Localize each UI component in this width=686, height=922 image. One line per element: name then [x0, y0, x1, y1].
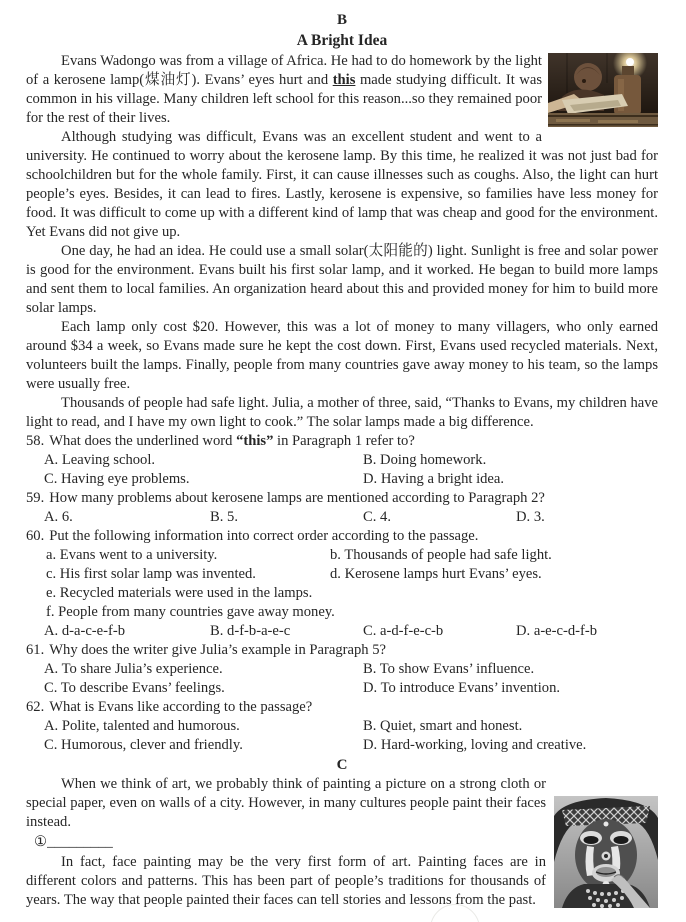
paragraph-c1: When we think of art, we probably think of painting a picture on a strong cloth or special paper, even on walls of a city. However, in many cultures people paint their faces instead.	[26, 776, 546, 830]
question-60-items-ab	[46, 546, 658, 565]
question-60-items-cd	[46, 565, 658, 584]
question-60-number: 60.	[26, 528, 45, 544]
paragraph-b2: Although studying was difficult, Evans was an excellent student and went to a university. He continued to worry about the kerosene lamp. By this time, he realized it was not just bad for schoolchildren but for the whole family. First, it can cause illnesses such as coughs. Also, the light can hurt people’s eyes. Besides, it can lead to fires. Lastly, kerosene is expensive, so families have less money for food. It was difficult to come up with a different kind of lamp that was cheap and good for the environment. Yet Evans did not give up.	[26, 129, 658, 240]
paragraph-b4: Each lamp only cost $20. However, this was a lot of money to many villagers, who only earned around $34 a week, so Evans made sure he kept the cost down. First, Evans used recycled materials. Next, volunteers built the lamps. Finally, people from many countries gave away money to his team, so the lamps were usually free.	[26, 319, 658, 392]
question-59	[26, 489, 658, 508]
question-62	[26, 698, 658, 717]
paragraph-b1-pre: Evans Wadongo was from a village of Africa. He had to do homework by the light of a kerosene lamp(煤油灯). Evans’ eyes hurt and	[26, 53, 542, 88]
question-62-text: What is Evans like according to the passage?	[49, 699, 313, 715]
face-paint-photo	[554, 796, 658, 908]
question-58-emph: “this”	[236, 433, 274, 449]
order-item-e: e. Recycled materials were used in the lamps.	[46, 585, 313, 601]
question-59-text: How many problems about kerosene lamps are mentioned according to Paragraph 2?	[49, 490, 545, 506]
question-60	[26, 527, 658, 546]
option-61-c: C. To describe Evans’ feelings.	[44, 680, 225, 696]
option-58-a: A. Leaving school.	[44, 452, 156, 468]
question-61-options	[44, 660, 658, 698]
question-58-number: 58.	[26, 433, 45, 449]
option-61-d: D. To introduce Evans’ invention.	[363, 680, 561, 696]
question-60-text: Put the following information into correct order according to the passage.	[49, 528, 479, 544]
option-59-b: B. 5.	[210, 509, 238, 525]
study-lamp-photo	[548, 53, 658, 127]
paragraph-b5: Thousands of people had safe light. Julia, a mother of three, said, “Thanks to Evans, my children have light to read, and I have my own light to cook.” The solar lamps made a big difference.	[26, 395, 658, 430]
option-59-c: C. 4.	[363, 509, 391, 525]
question-60-options	[44, 622, 658, 641]
question-61-text: Why does the writer give Julia’s example in Paragraph 5?	[49, 642, 387, 658]
question-61-number: 61.	[26, 642, 45, 658]
paragraph-c2: In fact, face painting may be the very first form of art. Painting faces are in different colors and patterns. This has been part of people’s traditions for thousands of years. The way that people painted their faces can tell stories and lessons from the past.	[26, 854, 546, 908]
question-62-number: 62.	[26, 699, 45, 715]
section-b-heading: B	[336, 12, 347, 28]
option-60-d: D. a-e-c-d-f-b	[516, 623, 598, 639]
option-62-b: B. Quiet, smart and honest.	[363, 718, 523, 734]
option-61-a: A. To share Julia’s experience.	[44, 661, 223, 677]
study-lamp-photo-art	[548, 53, 658, 127]
order-item-f: f. People from many countries gave away money.	[46, 604, 335, 620]
option-59-d: D. 3.	[516, 509, 545, 525]
passage-b-title: A Bright Idea	[296, 32, 388, 49]
blank-rule: _________	[47, 834, 113, 850]
question-59-number: 59.	[26, 490, 45, 506]
question-59-options	[44, 508, 658, 527]
order-item-b: b. Thousands of people had safe light.	[330, 547, 552, 563]
option-60-a: A. d-a-c-e-f-b	[44, 623, 126, 639]
option-62-c: C. Humorous, clever and friendly.	[44, 737, 243, 753]
option-58-b: B. Doing homework.	[363, 452, 487, 468]
paragraph-b1-post: made studying difficult. It was common in his village. Many children left school for this reason...so they remained poor for the rest of their lives.	[26, 72, 542, 126]
option-61-b: B. To show Evans’ influence.	[363, 661, 535, 677]
underlined-word-this: this	[332, 72, 356, 88]
question-58-options	[44, 451, 658, 489]
face-paint-photo-art	[554, 796, 658, 908]
option-58-d: D. Having a bright idea.	[363, 471, 505, 487]
option-62-d: D. Hard-working, loving and creative.	[363, 737, 587, 753]
section-c-heading: C	[336, 757, 348, 773]
option-60-b: B. d-f-b-a-e-c	[210, 623, 291, 639]
question-61	[26, 641, 658, 660]
option-59-a: A. 6.	[44, 509, 73, 525]
order-item-c: c. His first solar lamp was invented.	[46, 566, 256, 582]
question-58-text-post: in Paragraph 1 refer to?	[273, 433, 415, 449]
option-62-a: A. Polite, talented and humorous.	[44, 718, 240, 734]
option-60-c: C. a-d-f-e-c-b	[363, 623, 444, 639]
paragraph-b3: One day, he had an idea. He could use a small solar(太阳能的) light. Sunlight is free and solar power is good for the environment. Evans built his first solar lamp, and it worked. He began to build more lamps and sent them to local families. An organization heard about this and provided money for him to build more solar lamps.	[26, 243, 658, 316]
order-item-a: a. Evans went to a university.	[46, 547, 218, 563]
circled-one-marker: ①	[34, 834, 48, 850]
option-58-c: C. Having eye problems.	[44, 471, 190, 487]
question-58	[26, 432, 658, 451]
order-item-d: d. Kerosene lamps hurt Evans’ eyes.	[330, 566, 542, 582]
question-62-options	[44, 717, 658, 755]
question-58-text-pre: What does the underlined word	[49, 433, 237, 449]
